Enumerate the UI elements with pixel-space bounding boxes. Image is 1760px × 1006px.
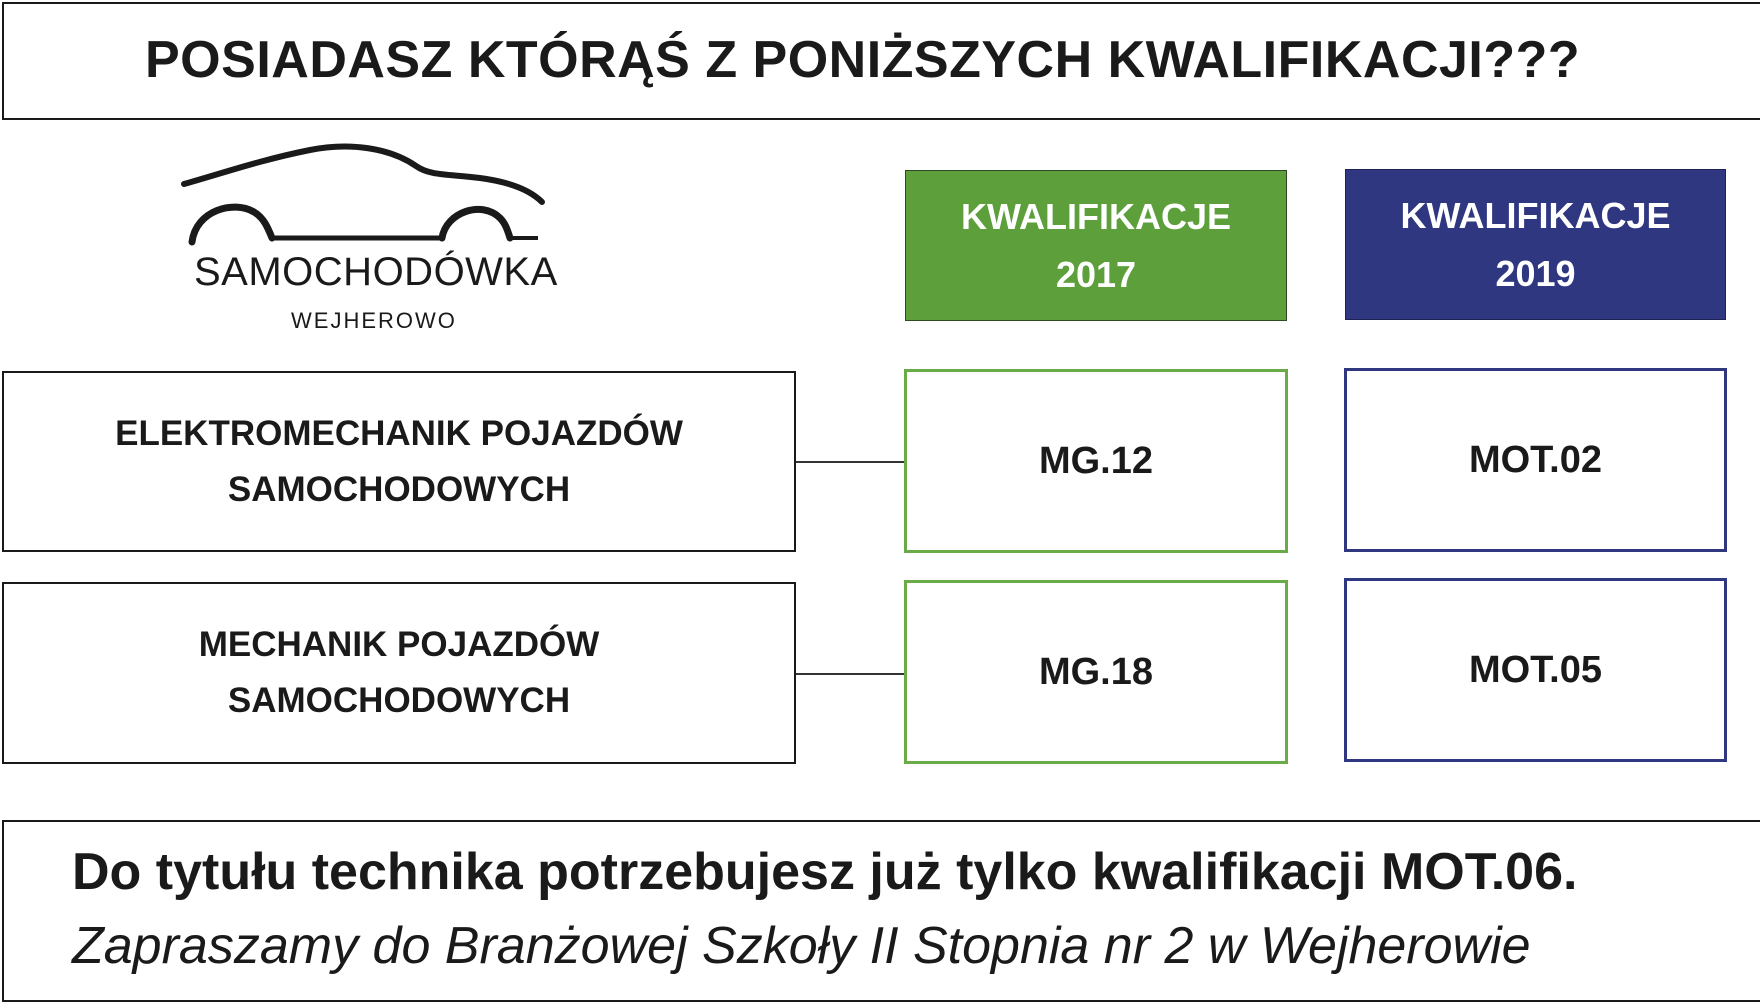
- logo-city: WEJHEROWO: [291, 308, 457, 333]
- qualification-2019-box: [1344, 368, 1727, 552]
- qualification-code: MOT.02: [1468, 438, 1603, 481]
- header-2017-line2: 2017: [1055, 253, 1137, 295]
- header-2019-line1: KWALIFIKACJE: [1400, 194, 1671, 236]
- qualification-2017-box: [904, 369, 1288, 553]
- header-2017-line1: KWALIFIKACJE: [961, 195, 1231, 237]
- profession-line2: SAMOCHODOWYCH: [227, 469, 571, 509]
- qualification-code: MG.18: [1038, 650, 1154, 693]
- qualification-code: MOT.05: [1468, 648, 1603, 691]
- page-title: POSIADASZ KTÓRĄŚ Z PONIŻSZYCH KWALIFIKACJI???: [145, 31, 1581, 89]
- connector-line: [796, 673, 904, 675]
- header-qualifications-2017: [905, 170, 1287, 321]
- header-qualifications-2019: [1345, 169, 1726, 320]
- profession-line1: MECHANIK POJAZDÓW: [198, 625, 600, 664]
- profession-line1: ELEKTROMECHANIK POJAZDÓW: [115, 413, 683, 453]
- header-2019-line2: 2019: [1495, 252, 1576, 294]
- footer-banner: [2, 820, 1760, 1002]
- footer-invitation: Zapraszamy do Branżowej Szkoły II Stopnia nr 2 w Wejherowie: [72, 917, 1531, 975]
- footer-headline: Do tytułu technika potrzebujesz już tylko kwalifikacji MOT.06.: [72, 843, 1578, 901]
- qualification-2019-box: [1344, 578, 1727, 762]
- connector-line: [796, 461, 904, 463]
- logo-name: SAMOCHODÓWKA: [194, 250, 558, 294]
- school-logo: [180, 140, 560, 340]
- qualification-code: MG.12: [1038, 439, 1154, 482]
- profession-box: [2, 371, 796, 552]
- profession-box: [2, 582, 796, 764]
- profession-line2: SAMOCHODOWYCH: [227, 681, 571, 720]
- qualification-2017-box: [904, 580, 1288, 764]
- title-banner: [2, 2, 1760, 120]
